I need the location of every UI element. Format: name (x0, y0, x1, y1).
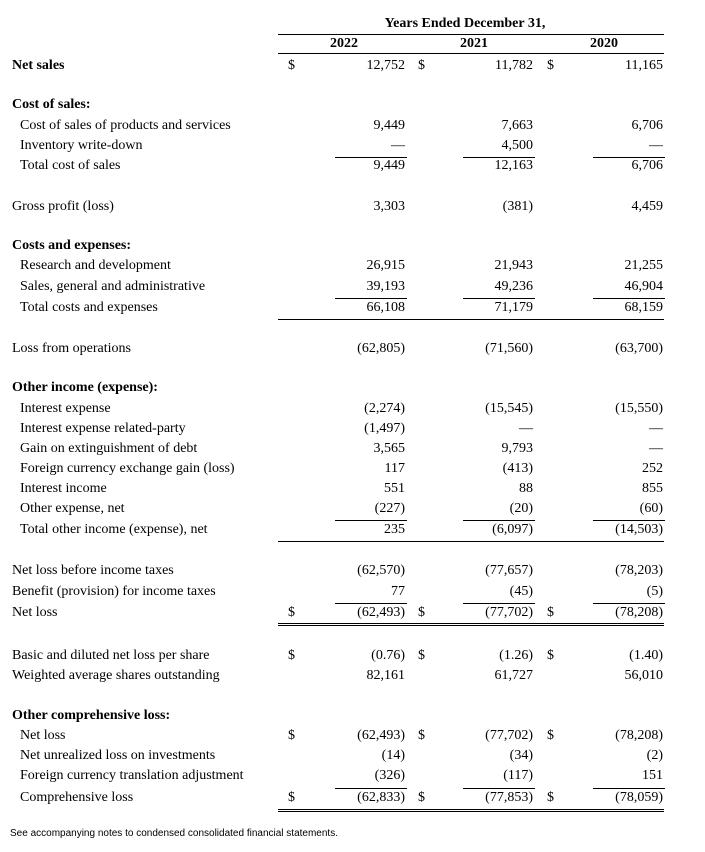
row-value: (14) (381, 748, 405, 763)
row-value: 3,303 (373, 199, 405, 214)
subtotal-underline (593, 298, 665, 299)
row-value: 4,459 (631, 199, 663, 214)
row-value: 235 (384, 522, 405, 537)
row-value: — (649, 441, 663, 456)
dollar-sign: $ (547, 790, 554, 805)
dollar-sign: $ (547, 728, 554, 743)
row-value: 68,159 (624, 300, 663, 315)
row-value: 66,108 (366, 300, 405, 315)
row-value: 39,193 (366, 279, 405, 294)
row-label: Research and development (20, 258, 171, 273)
row-label: Basic and diluted net loss per share (12, 648, 210, 663)
row-value: (78,059) (615, 790, 663, 805)
row-value: (14,503) (615, 522, 663, 537)
row-label: Costs and expenses: (12, 238, 132, 253)
dollar-sign: $ (418, 728, 425, 743)
row-label: Net sales (12, 58, 65, 73)
row-value: (77,657) (485, 563, 533, 578)
row-value: 4,500 (501, 138, 533, 153)
subtotal-underline (463, 298, 535, 299)
subtotal-underline (335, 520, 407, 521)
row-label: Net loss (12, 605, 58, 620)
dollar-sign: $ (547, 605, 554, 620)
subtotal-underline (463, 520, 535, 521)
row-value: (62,833) (357, 790, 405, 805)
row-label: Net loss before income taxes (12, 563, 174, 578)
row-label: Interest expense related-party (20, 421, 186, 436)
dollar-sign: $ (418, 605, 425, 620)
row-value: 7,663 (501, 118, 533, 133)
row-label: Cost of sales of products and services (20, 118, 231, 133)
row-label: Other comprehensive loss: (12, 708, 171, 723)
row-value: 56,010 (624, 668, 663, 683)
row-value: 12,163 (494, 158, 533, 173)
row-label: Sales, general and administrative (20, 279, 206, 294)
row-value: (62,493) (357, 605, 405, 620)
row-label: Foreign currency translation adjustment (20, 768, 244, 783)
subtotal-underline (593, 603, 665, 604)
row-value: 77 (391, 584, 405, 599)
row-value: (62,493) (357, 728, 405, 743)
row-value: (77,702) (485, 605, 533, 620)
row-value: (381) (502, 199, 533, 214)
row-value: (78,208) (615, 605, 663, 620)
row-label: Net loss (20, 728, 66, 743)
row-value: (1,497) (364, 421, 405, 436)
row-label: Gain on extinguishment of debt (20, 441, 198, 456)
row-value: (117) (503, 768, 533, 783)
period-underline (278, 34, 664, 35)
row-value: 49,236 (494, 279, 533, 294)
row-value: (1.40) (629, 648, 663, 663)
dollar-sign: $ (288, 605, 295, 620)
row-value: (77,853) (485, 790, 533, 805)
year-2021-header: 2021 (460, 36, 488, 51)
row-value: 11,165 (625, 58, 663, 73)
dollar-sign: $ (418, 790, 425, 805)
dollar-sign: $ (288, 58, 295, 73)
dollar-sign: $ (288, 790, 295, 805)
row-value: 551 (384, 481, 405, 496)
total-double-underline (278, 625, 664, 626)
row-label: Foreign currency exchange gain (loss) (20, 461, 235, 476)
row-value: 82,161 (366, 668, 405, 683)
row-label: Loss from operations (12, 341, 131, 356)
row-value: (71,560) (485, 341, 533, 356)
row-value: 6,706 (631, 158, 663, 173)
period-heading: Years Ended December 31, (384, 16, 546, 31)
row-value: (62,570) (357, 563, 405, 578)
subtotal-underline (335, 603, 407, 604)
dollar-sign: $ (418, 58, 425, 73)
total-double-underline (278, 811, 664, 812)
footnote: See accompanying notes to condensed consolidated financial statements. (10, 828, 338, 839)
row-value: (0.76) (371, 648, 405, 663)
row-label: Total costs and expenses (20, 300, 158, 315)
row-value: (45) (509, 584, 533, 599)
row-value: 12,752 (366, 58, 405, 73)
subtotal-underline (463, 603, 535, 604)
dollar-sign: $ (418, 648, 425, 663)
row-value: 88 (519, 481, 533, 496)
row-value: (413) (502, 461, 533, 476)
row-label: Other income (expense): (12, 380, 158, 395)
dollar-sign: $ (288, 648, 295, 663)
row-value: (63,700) (615, 341, 663, 356)
row-label: Comprehensive loss (20, 790, 134, 805)
row-value: (2,274) (364, 401, 405, 416)
row-value: — (649, 421, 663, 436)
row-label: Other expense, net (20, 501, 125, 516)
subtotal-underline (593, 788, 665, 789)
total-underline (278, 809, 664, 810)
row-value: (15,550) (615, 401, 663, 416)
dollar-sign: $ (547, 58, 554, 73)
year-2020-header: 2020 (590, 36, 618, 51)
row-label: Gross profit (loss) (12, 199, 114, 214)
subtotal-underline (593, 520, 665, 521)
row-value: 855 (642, 481, 663, 496)
subtotal-underline (463, 788, 535, 789)
row-value: (77,702) (485, 728, 533, 743)
row-value: (6,097) (492, 522, 533, 537)
row-label: Net unrealized loss on investments (20, 748, 216, 763)
subtotal-underline (335, 298, 407, 299)
row-value: 117 (384, 461, 405, 476)
row-value: — (391, 138, 405, 153)
row-value: 61,727 (494, 668, 533, 683)
row-value: 11,782 (495, 58, 533, 73)
row-value: (227) (374, 501, 405, 516)
row-value: (15,545) (485, 401, 533, 416)
row-value: 46,904 (624, 279, 663, 294)
row-label: Inventory write-down (20, 138, 143, 153)
row-label: Total cost of sales (20, 158, 121, 173)
row-value: (1.26) (499, 648, 533, 663)
row-value: (78,203) (615, 563, 663, 578)
dollar-sign: $ (288, 728, 295, 743)
row-value: (60) (639, 501, 663, 516)
row-value: 21,255 (624, 258, 663, 273)
row-value: 6,706 (631, 118, 663, 133)
row-label: Interest income (20, 481, 107, 496)
row-label: Cost of sales: (12, 97, 91, 112)
dollar-sign: $ (547, 648, 554, 663)
row-value: 9,449 (373, 118, 405, 133)
row-value: (20) (509, 501, 533, 516)
row-value: (34) (509, 748, 533, 763)
row-value: (2) (646, 748, 663, 763)
row-label: Weighted average shares outstanding (12, 668, 220, 683)
row-value: 71,179 (494, 300, 533, 315)
total-underline (278, 541, 664, 542)
total-underline (278, 319, 664, 320)
row-value: (78,208) (615, 728, 663, 743)
year-underline (278, 53, 664, 54)
row-value: 3,565 (373, 441, 405, 456)
row-value: (326) (374, 768, 405, 783)
row-label: Total other income (expense), net (20, 522, 208, 537)
row-value: — (519, 421, 533, 436)
row-value: (62,805) (357, 341, 405, 356)
row-label: Benefit (provision) for income taxes (12, 584, 216, 599)
row-value: 26,915 (366, 258, 405, 273)
row-value: — (649, 138, 663, 153)
row-label: Interest expense (20, 401, 111, 416)
row-value: 151 (642, 768, 663, 783)
total-underline (278, 623, 664, 624)
row-value: 21,943 (494, 258, 533, 273)
year-2022-header: 2022 (330, 36, 358, 51)
row-value: 252 (642, 461, 663, 476)
row-value: 9,449 (373, 158, 405, 173)
row-value: 9,793 (501, 441, 533, 456)
row-value: (5) (646, 584, 663, 599)
subtotal-underline (335, 788, 407, 789)
